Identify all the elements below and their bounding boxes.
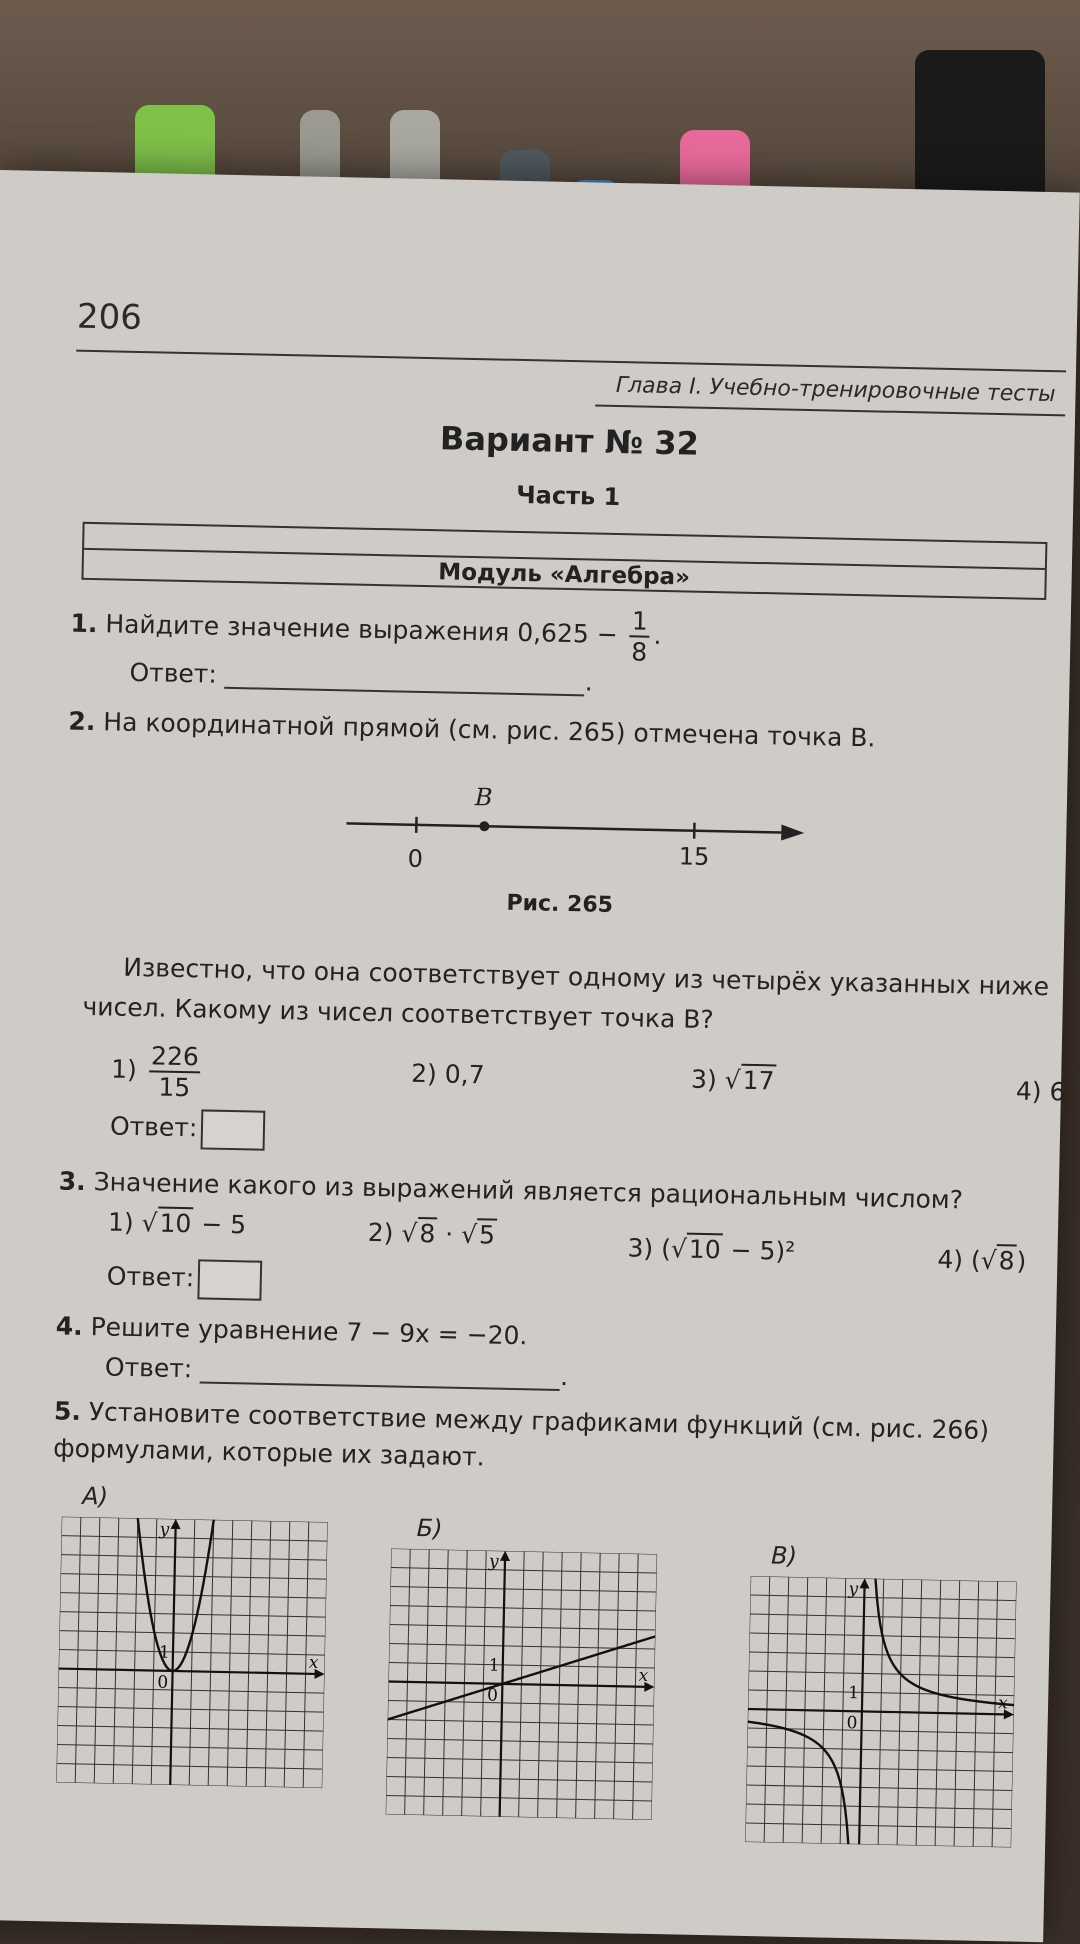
y-axis-label: y <box>488 1552 499 1572</box>
question-text: Значение какого из выражений является рациональным числом? <box>93 1167 963 1214</box>
question-text: Установите соответствие между графиками функций (см. рис. 266) <box>89 1397 990 1445</box>
square-root: √5 <box>461 1220 497 1250</box>
y-arrow <box>859 1578 869 1588</box>
option-2-1 <box>111 1043 205 1101</box>
option-label: 3) ( <box>627 1233 671 1263</box>
answer-row-2 <box>110 1108 266 1151</box>
question-2 <box>68 707 876 753</box>
option-label: 1) <box>111 1055 137 1085</box>
question-2-text-3: чисел. Какому из чисел соответствует точка B? <box>82 992 714 1034</box>
function-curve <box>745 1722 851 1847</box>
period: . <box>653 621 662 650</box>
answer-field-1[interactable] <box>225 663 585 697</box>
answer-label: Ответ: <box>110 1112 198 1143</box>
tick-label-15: 15 <box>678 842 709 871</box>
y-axis <box>170 1523 175 1785</box>
question-1 <box>70 597 662 665</box>
y-arrow <box>500 1551 510 1561</box>
answer-row-4 <box>105 1352 569 1391</box>
fraction-denominator: 15 <box>148 1072 200 1100</box>
graph-c <box>745 1576 1017 1848</box>
chapter-rule <box>595 405 1065 417</box>
page-number: 206 <box>77 297 143 338</box>
answer-label: Ответ: <box>107 1261 195 1292</box>
graph-a-label: A) <box>82 1482 108 1511</box>
radicand: 5 <box>477 1218 498 1249</box>
figure-caption: Рис. 265 <box>0 880 1080 929</box>
answer-box-2[interactable] <box>201 1109 266 1150</box>
unit-label: 1 <box>489 1656 500 1676</box>
option-3-1 <box>108 1207 247 1239</box>
y-axis-label: y <box>158 1520 169 1540</box>
question-number: 5. <box>54 1396 82 1426</box>
x-axis-label: x <box>638 1666 648 1686</box>
question-number: 3. <box>59 1166 87 1196</box>
y-axis <box>500 1555 505 1817</box>
question-text: Найдите значение выражения 0,625 − <box>105 609 618 649</box>
number-line <box>345 777 807 887</box>
point-b <box>479 821 489 831</box>
unit-label: 1 <box>848 1683 859 1703</box>
point-b-label: B <box>474 783 493 811</box>
option-label: 3) <box>691 1065 717 1095</box>
option-label: 1) <box>108 1207 134 1237</box>
module-title: Модуль «Алгебра» <box>83 552 1044 598</box>
module-box <box>81 522 1047 600</box>
radicand: 8 <box>996 1244 1017 1275</box>
x-axis-label: x <box>998 1693 1008 1713</box>
question-text: Решите уравнение 7 − 9x = −20. <box>90 1312 527 1350</box>
axis-arrow <box>781 825 804 841</box>
square-root: √8 <box>980 1246 1016 1276</box>
question-number: 2. <box>68 707 96 737</box>
origin-label: 0 <box>487 1686 498 1706</box>
tick-label-0: 0 <box>407 845 423 873</box>
x-axis <box>59 1669 321 1674</box>
square-root: √8 <box>401 1219 437 1249</box>
chapter-title: Глава I. Учебно-тренировочные тесты <box>616 373 1056 407</box>
question-number: 1. <box>70 609 98 639</box>
option-tail: ) <box>1016 1247 1026 1276</box>
option-3-4 <box>937 1245 1027 1276</box>
multiply-dot: · <box>445 1220 454 1249</box>
textbook-page <box>0 170 1080 1942</box>
fraction-numerator: 1 <box>630 608 651 637</box>
question-3 <box>59 1166 964 1214</box>
option-label: 2) <box>368 1218 394 1248</box>
x-axis <box>748 1709 1010 1714</box>
fraction-numerator: 226 <box>149 1043 201 1073</box>
graph-b-label: Б) <box>416 1514 442 1543</box>
answer-row-3 <box>106 1257 262 1300</box>
origin-label: 0 <box>846 1713 857 1733</box>
header-rule <box>76 350 1066 373</box>
question-text: На координатной прямой (см. рис. 265) отмечена точка B. <box>103 707 876 752</box>
square-root: √10 <box>671 1234 723 1264</box>
answer-field-4[interactable] <box>200 1357 560 1391</box>
answer-row-1 <box>129 658 593 697</box>
period: . <box>584 667 593 696</box>
answer-label: Ответ: <box>129 658 217 689</box>
unit-label: 1 <box>159 1643 170 1663</box>
option-3-2 <box>368 1218 498 1250</box>
question-4 <box>56 1311 528 1350</box>
option-2-4: 4) 6 <box>1016 1076 1066 1106</box>
answer-label: Ответ: <box>105 1352 193 1383</box>
question-5-text-2: формулами, которые их задают. <box>53 1433 485 1471</box>
x-axis-label: x <box>309 1653 319 1673</box>
radicand: 10 <box>157 1207 193 1239</box>
x-axis <box>388 1681 650 1686</box>
option-tail: − 5 <box>201 1209 246 1239</box>
question-number: 4. <box>56 1311 84 1341</box>
graph-c-label: В) <box>771 1541 797 1570</box>
y-axis-label: y <box>847 1579 858 1599</box>
option-2-3 <box>691 1065 777 1096</box>
fraction-denominator: 8 <box>629 637 649 664</box>
radicand: 17 <box>740 1064 776 1096</box>
variant-title: Вариант № 32 <box>0 410 1080 472</box>
square-root: √17 <box>724 1065 776 1095</box>
square-root: √10 <box>141 1208 193 1238</box>
graph-b <box>386 1548 658 1820</box>
fraction <box>629 608 650 664</box>
radicand: 8 <box>417 1217 438 1248</box>
axis-line <box>346 823 781 832</box>
option-2-2: 2) 0,7 <box>411 1059 485 1090</box>
option-label: 4) ( <box>937 1245 981 1275</box>
option-3-3 <box>627 1233 795 1266</box>
period: . <box>560 1362 569 1391</box>
radicand: 10 <box>687 1233 723 1265</box>
part-title: Часть 1 <box>0 470 1080 522</box>
question-2-text-2: Известно, что она соответствует одному из четырёх указанных ниже <box>123 953 1049 1001</box>
y-axis <box>859 1582 864 1844</box>
origin-label: 0 <box>157 1673 168 1693</box>
y-arrow <box>171 1519 181 1529</box>
graph-a <box>56 1517 328 1789</box>
option-tail: − 5)² <box>730 1236 795 1266</box>
answer-box-3[interactable] <box>198 1259 263 1300</box>
fraction <box>148 1043 201 1100</box>
